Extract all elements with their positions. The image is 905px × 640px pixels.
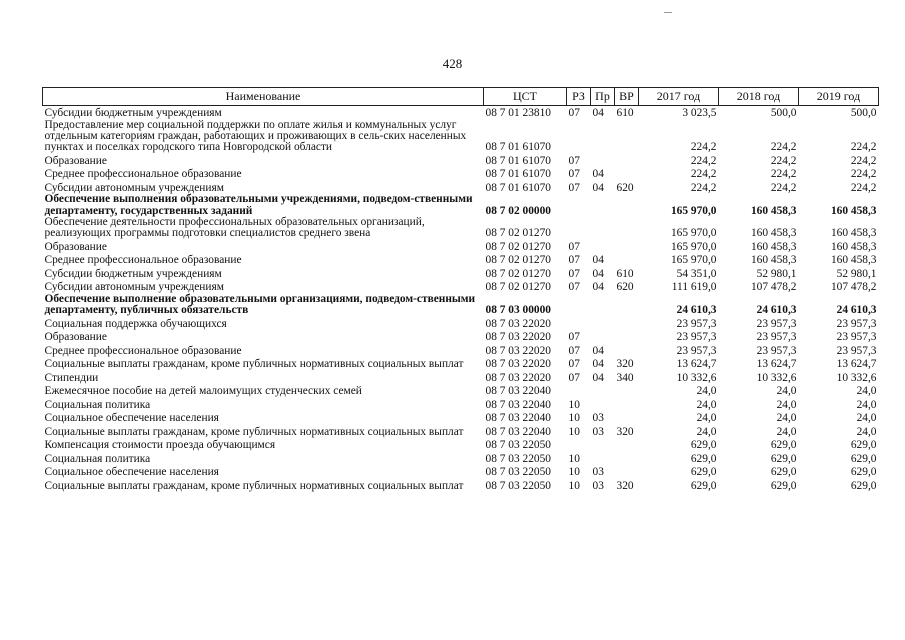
cell-rz: 07 (568, 371, 580, 384)
cell-2018: 10 332,6 (756, 371, 797, 384)
cell-vr (615, 240, 639, 254)
cell-2019: 23 957,3 (836, 344, 877, 357)
cell-rz: 07 (568, 267, 580, 280)
cell-2017: 629,0 (690, 439, 717, 452)
cell-pr (591, 154, 615, 168)
cell-2018: 160 458,3 (750, 204, 797, 217)
cell-vr: 320 (616, 425, 634, 438)
cell-pr: 04 (592, 181, 604, 194)
cell-pr (591, 330, 615, 344)
cell-cst: 08 7 01 61070 (485, 154, 551, 167)
cell-name: Среднее профессиональное образование (44, 254, 242, 267)
header-cst: ЦСТ (484, 88, 567, 106)
cell-2017: 224,2 (690, 141, 717, 154)
cell-vr (615, 384, 639, 398)
scan-mark (664, 12, 672, 13)
cell-2018: 24,0 (776, 385, 797, 398)
table-row (43, 357, 879, 371)
cell-rz: 07 (568, 254, 580, 267)
cell-vr (615, 217, 639, 240)
cell-rz: 10 (568, 479, 580, 492)
cell-vr (615, 317, 639, 331)
cell-vr: 320 (616, 358, 634, 371)
cell-name: Социальное обеспечение населения (44, 412, 219, 425)
header-2018: 2018 год (719, 88, 799, 106)
table-row (43, 240, 879, 254)
cell-cst: 08 7 03 00000 (485, 304, 551, 317)
cell-2017: 24,0 (696, 412, 717, 425)
table-row (43, 465, 879, 479)
cell-pr: 03 (592, 466, 604, 479)
cell-2019: 52 980,1 (836, 267, 877, 280)
cell-2019: 24,0 (856, 398, 877, 411)
cell-vr (615, 294, 639, 317)
cell-2019: 629,0 (850, 466, 877, 479)
table-row (43, 317, 879, 331)
cell-pr: 04 (592, 358, 604, 371)
cell-pr: 04 (592, 344, 604, 357)
cell-cst: 08 7 02 01270 (485, 240, 551, 253)
cell-2017: 224,2 (690, 168, 717, 181)
cell-rz: 10 (568, 398, 580, 411)
cell-vr (615, 167, 639, 181)
cell-vr: 620 (616, 181, 634, 194)
cell-name: Субсидии бюджетным учреждениям (44, 107, 222, 120)
cell-cst: 08 7 03 22040 (485, 385, 551, 398)
cell-cst: 08 7 02 01270 (485, 281, 551, 294)
cell-vr: 340 (616, 371, 634, 384)
cell-2017: 629,0 (690, 466, 717, 479)
cell-2019: 629,0 (850, 479, 877, 492)
cell-cst: 08 7 03 22040 (485, 398, 551, 411)
table-row (43, 280, 879, 294)
cell-vr (615, 452, 639, 466)
header-2019: 2019 год (799, 88, 879, 106)
table-row (43, 294, 879, 317)
cell-vr: 610 (616, 267, 634, 280)
table-row (43, 267, 879, 281)
cell-name: Среднее профессиональное образование (44, 344, 242, 357)
cell-cst: 08 7 02 01270 (485, 227, 551, 240)
cell-2018: 629,0 (770, 452, 797, 465)
cell-name: Субсидии автономным учреждениям (44, 181, 224, 194)
cell-rz: 07 (568, 107, 580, 120)
cell-2019: 160 458,3 (830, 254, 877, 267)
table-row (43, 181, 879, 195)
cell-2017: 224,2 (690, 181, 717, 194)
cell-2019: 500,0 (850, 107, 877, 120)
cell-pr: 04 (592, 281, 604, 294)
cell-cst: 08 7 02 01270 (485, 267, 551, 280)
cell-rz (567, 194, 591, 217)
cell-2019: 24 610,3 (836, 304, 877, 317)
cell-vr (615, 154, 639, 168)
table-row (43, 479, 879, 493)
cell-name: Обеспечение деятельности профессиональных образовательных организаций, реализующих программы подготовки специалистов среднего звена (44, 216, 425, 240)
cell-vr (615, 398, 639, 412)
table-row (43, 120, 879, 154)
table-row (43, 217, 879, 240)
cell-2017: 24,0 (696, 385, 717, 398)
cell-rz: 07 (568, 331, 580, 344)
cell-rz: 07 (568, 281, 580, 294)
cell-vr (615, 465, 639, 479)
cell-cst: 08 7 03 22020 (485, 358, 551, 371)
cell-2018: 24 610,3 (756, 304, 797, 317)
cell-cst: 08 7 03 22050 (485, 466, 551, 479)
header-2017: 2017 год (639, 88, 719, 106)
cell-name: Субсидии бюджетным учреждениям (44, 267, 222, 280)
cell-pr: 04 (592, 267, 604, 280)
cell-cst: 08 7 02 01270 (485, 254, 551, 267)
cell-2018: 224,2 (770, 168, 797, 181)
cell-2018: 500,0 (770, 107, 797, 120)
cell-2019: 24,0 (856, 425, 877, 438)
cell-pr (591, 452, 615, 466)
cell-rz (567, 120, 591, 154)
cell-vr (615, 344, 639, 358)
cell-rz: 10 (568, 466, 580, 479)
cell-pr: 04 (592, 371, 604, 384)
cell-2019: 160 458,3 (830, 240, 877, 253)
cell-2018: 23 957,3 (756, 331, 797, 344)
cell-2017: 111 619,0 (671, 281, 717, 294)
cell-cst: 08 7 01 61070 (485, 181, 551, 194)
header-vr: ВР (615, 88, 639, 106)
budget-table (42, 87, 879, 492)
cell-2019: 224,2 (850, 154, 877, 167)
cell-rz: 07 (568, 240, 580, 253)
cell-2018: 224,2 (770, 141, 797, 154)
cell-2018: 13 624,7 (756, 358, 797, 371)
cell-2019: 24,0 (856, 412, 877, 425)
table-row (43, 167, 879, 181)
cell-2017: 23 957,3 (676, 331, 717, 344)
cell-name: Социальная политика (44, 452, 151, 465)
cell-rz (567, 217, 591, 240)
cell-cst: 08 7 02 00000 (485, 204, 551, 217)
cell-pr: 03 (592, 479, 604, 492)
cell-rz: 10 (568, 425, 580, 438)
cell-vr (615, 411, 639, 425)
cell-name: Образование (44, 331, 107, 344)
cell-name: Субсидии автономным учреждениям (44, 281, 224, 294)
cell-pr (591, 438, 615, 452)
cell-vr (615, 194, 639, 217)
cell-2017: 13 624,7 (676, 358, 717, 371)
cell-pr: 04 (592, 168, 604, 181)
cell-2017: 165 970,0 (670, 240, 717, 253)
cell-name: Социальное обеспечение населения (44, 466, 219, 479)
cell-2018: 24,0 (776, 398, 797, 411)
cell-rz: 10 (568, 452, 580, 465)
cell-2019: 107 478,2 (830, 281, 877, 294)
cell-2017: 165 970,0 (670, 254, 717, 267)
table-row (43, 344, 879, 358)
cell-cst: 08 7 03 22040 (485, 412, 551, 425)
cell-vr (615, 253, 639, 267)
cell-name: Социальная поддержка обучающихся (44, 317, 227, 330)
cell-2019: 24,0 (856, 385, 877, 398)
cell-rz (567, 294, 591, 317)
table-row (43, 425, 879, 439)
cell-name: Социальные выплаты гражданам, кроме публичных нормативных социальных выплат (44, 358, 464, 371)
cell-pr (591, 294, 615, 317)
cell-pr (591, 240, 615, 254)
cell-cst: 08 7 01 61070 (485, 141, 551, 154)
cell-cst: 08 7 03 22020 (485, 331, 551, 344)
cell-2019: 160 458,3 (830, 204, 877, 217)
cell-2017: 23 957,3 (676, 344, 717, 357)
header-rz: РЗ (567, 88, 591, 106)
table-row (43, 411, 879, 425)
cell-cst: 08 7 03 22020 (485, 371, 551, 384)
cell-2018: 24,0 (776, 425, 797, 438)
cell-2017: 3 023,5 (682, 107, 717, 120)
page-number: 428 (442, 56, 463, 71)
cell-2017: 54 351,0 (676, 267, 717, 280)
cell-vr: 610 (616, 107, 634, 120)
cell-2017: 10 332,6 (676, 371, 717, 384)
cell-2017: 23 957,3 (676, 317, 717, 330)
cell-rz: 07 (568, 154, 580, 167)
cell-rz: 07 (568, 168, 580, 181)
cell-pr (591, 384, 615, 398)
cell-name: Среднее профессиональное образование (44, 168, 242, 181)
cell-pr: 04 (592, 107, 604, 120)
cell-2017: 165 970,0 (670, 227, 717, 240)
cell-pr (591, 217, 615, 240)
cell-pr (591, 317, 615, 331)
cell-rz: 07 (568, 181, 580, 194)
cell-name: Обеспечение выполнение образовательными организациями, подведом-ственными департаменту, публичных обязательств (44, 292, 476, 317)
cell-2019: 224,2 (850, 168, 877, 181)
cell-pr (591, 194, 615, 217)
cell-cst: 08 7 03 22050 (485, 479, 551, 492)
cell-rz: 07 (568, 344, 580, 357)
cell-2018: 224,2 (770, 154, 797, 167)
cell-2017: 629,0 (690, 452, 717, 465)
table-row (43, 253, 879, 267)
table-row (43, 384, 879, 398)
cell-2017: 24,0 (696, 425, 717, 438)
cell-2018: 160 458,3 (750, 227, 797, 240)
cell-pr: 03 (592, 425, 604, 438)
cell-2019: 160 458,3 (830, 227, 877, 240)
cell-2018: 160 458,3 (750, 254, 797, 267)
cell-cst: 08 7 01 61070 (485, 168, 551, 181)
table-body (43, 106, 879, 493)
cell-vr (615, 330, 639, 344)
cell-2018: 23 957,3 (756, 317, 797, 330)
cell-cst: 08 7 01 23810 (485, 107, 551, 120)
cell-name: Социальная политика (44, 398, 151, 411)
cell-name: Ежемесячное пособие на детей малоимущих студенческих семей (44, 385, 362, 398)
cell-pr (591, 120, 615, 154)
cell-2018: 24,0 (776, 412, 797, 425)
cell-2019: 10 332,6 (836, 371, 877, 384)
cell-2019: 629,0 (850, 439, 877, 452)
cell-vr: 320 (616, 479, 634, 492)
cell-2019: 23 957,3 (836, 331, 877, 344)
table-row (43, 438, 879, 452)
cell-name: Социальные выплаты гражданам, кроме публичных нормативных социальных выплат (44, 425, 464, 438)
cell-2017: 224,2 (690, 154, 717, 167)
cell-name: Образование (44, 240, 107, 253)
cell-2018: 629,0 (770, 439, 797, 452)
cell-2017: 165 970,0 (670, 204, 717, 217)
cell-2017: 24,0 (696, 398, 717, 411)
cell-name: Стипендии (44, 371, 99, 384)
table-row (43, 452, 879, 466)
cell-2018: 629,0 (770, 479, 797, 492)
cell-cst: 08 7 03 22020 (485, 344, 551, 357)
cell-cst: 08 7 03 22020 (485, 317, 551, 330)
cell-2018: 107 478,2 (750, 281, 797, 294)
cell-vr (615, 438, 639, 452)
cell-pr: 04 (592, 254, 604, 267)
cell-cst: 08 7 03 22050 (485, 439, 551, 452)
cell-vr: 620 (616, 281, 634, 294)
cell-name: Образование (44, 154, 107, 167)
header-pr: Пр (591, 88, 615, 106)
table-row (43, 154, 879, 168)
cell-2019: 13 624,7 (836, 358, 877, 371)
cell-name: Обеспечение выполнения образовательными учреждениями, подведом-ственными департаменту, государственных заданий (44, 193, 473, 217)
cell-2018: 224,2 (770, 181, 797, 194)
cell-2017: 24 610,3 (676, 304, 717, 317)
table-row (43, 330, 879, 344)
cell-pr (591, 398, 615, 412)
cell-2018: 52 980,1 (756, 267, 797, 280)
cell-pr: 03 (592, 412, 604, 425)
cell-2019: 224,2 (850, 181, 877, 194)
cell-2019: 629,0 (850, 452, 877, 465)
cell-vr (615, 120, 639, 154)
cell-name: Компенсация стоимости проезда обучающимся (44, 439, 276, 452)
table-header-row (43, 88, 879, 106)
cell-2018: 23 957,3 (756, 344, 797, 357)
cell-name: Предоставление мер социальной поддержки по оплате жилья и коммунальных услуг отдельным категориям граждан, работающих и проживающих в сель-ских населенных пунктах и поселках городского типа Новгородской области (44, 118, 467, 154)
cell-rz (567, 317, 591, 331)
cell-rz (567, 438, 591, 452)
cell-name: Социальные выплаты гражданам, кроме публичных нормативных социальных выплат (44, 479, 464, 492)
cell-2018: 160 458,3 (750, 240, 797, 253)
table-row (43, 371, 879, 385)
cell-2017: 629,0 (690, 479, 717, 492)
cell-2018: 629,0 (770, 466, 797, 479)
cell-2019: 23 957,3 (836, 317, 877, 330)
cell-2019: 224,2 (850, 141, 877, 154)
table-row (43, 106, 879, 120)
cell-cst: 08 7 03 22050 (485, 452, 551, 465)
cell-rz (567, 384, 591, 398)
cell-rz: 10 (568, 412, 580, 425)
header-name: Наименование (43, 88, 484, 106)
table-row (43, 398, 879, 412)
cell-cst: 08 7 03 22040 (485, 425, 551, 438)
table-row (43, 194, 879, 217)
cell-rz: 07 (568, 358, 580, 371)
